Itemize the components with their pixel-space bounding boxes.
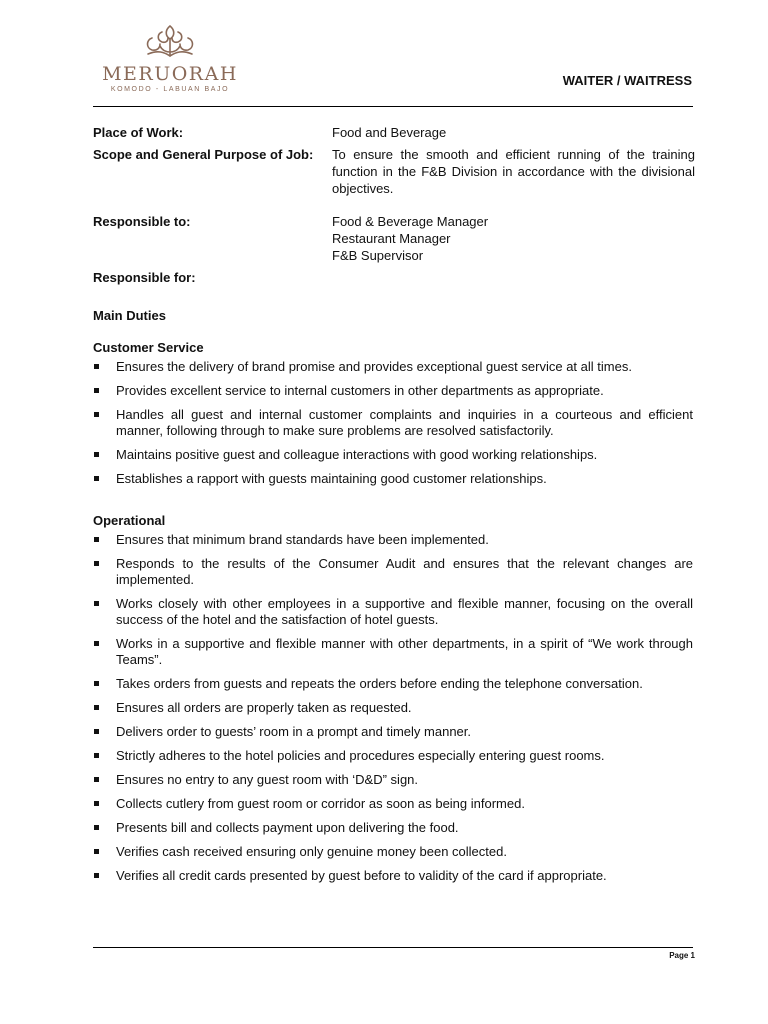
list-item: Ensures that minimum brand standards have been implemented. — [93, 532, 693, 548]
responsible-for-label: Responsible for: — [93, 270, 196, 285]
footer-divider — [93, 947, 693, 948]
responsible-to-item: F&B Supervisor — [332, 248, 424, 263]
logo-subtitle: KOMODO - LABUAN BAJO — [110, 86, 230, 93]
bullet-icon — [94, 364, 99, 369]
list-item: Takes orders from guests and repeats the orders before ending the telephone conversation. — [93, 676, 693, 692]
responsible-to-row — [93, 213, 695, 264]
list-item: Handles all guest and internal customer complaints and inquiries in a courteous and efficient manner, following through to make sure problems are resolved satisfactorily. — [93, 407, 693, 439]
place-of-work-label: Place of Work: — [93, 125, 184, 140]
bullet-icon — [94, 476, 99, 481]
scope-label: Scope and General Purpose of Job: — [93, 147, 314, 162]
main-duties-heading: Main Duties — [93, 308, 166, 323]
list-item: Verifies cash received ensuring only genuine money been collected. — [93, 844, 693, 860]
bullet-icon — [94, 452, 99, 457]
list-item: Works closely with other employees in a supportive and flexible manner, focusing on the overall success of the hotel and the satisfaction of hotel guests. — [93, 596, 693, 628]
ornament-icon — [138, 22, 202, 60]
list-item: Establishes a rapport with guests maintaining good customer relationships. — [93, 471, 693, 487]
header-divider — [93, 106, 693, 107]
bullet-icon — [94, 601, 99, 606]
bullet-icon — [94, 849, 99, 854]
bullet-icon — [94, 777, 99, 782]
list-item: Works in a supportive and flexible manner with other departments, in a spirit of “We work through Teams”. — [93, 636, 693, 668]
logo-name: MERUORAH — [102, 63, 238, 85]
place-of-work-row — [93, 124, 695, 141]
bullet-icon — [94, 873, 99, 878]
list-item: Presents bill and collects payment upon delivering the food. — [93, 820, 693, 836]
job-info — [93, 124, 695, 286]
list-item: Delivers order to guests’ room in a prompt and timely manner. — [93, 724, 693, 740]
responsible-to-list — [332, 213, 695, 264]
brand-logo — [95, 22, 245, 93]
responsible-for-row — [93, 269, 695, 286]
responsible-to-item: Food & Beverage Manager — [332, 214, 489, 229]
bullet-icon — [94, 729, 99, 734]
list-item: Ensures all orders are properly taken as requested. — [93, 700, 693, 716]
list-item: Ensures the delivery of brand promise and provides exceptional guest service at all times. — [93, 359, 693, 375]
list-item: Strictly adheres to the hotel policies and procedures especially entering guest rooms. — [93, 748, 693, 764]
responsible-to-item: Restaurant Manager — [332, 231, 451, 246]
place-of-work-value: Food and Beverage — [332, 125, 447, 140]
duties-content — [93, 307, 693, 892]
bullet-icon — [94, 825, 99, 830]
list-item: Verifies all credit cards presented by guest before to validity of the card if appropriate. — [93, 868, 693, 884]
bullet-icon — [94, 753, 99, 758]
bullet-icon — [94, 537, 99, 542]
customer-service-list — [93, 359, 693, 487]
list-item: Collects cutlery from guest room or corridor as soon as being informed. — [93, 796, 693, 812]
bullet-icon — [94, 561, 99, 566]
responsible-to-label: Responsible to: — [93, 214, 191, 229]
bullet-icon — [94, 705, 99, 710]
bullet-icon — [94, 641, 99, 646]
bullet-icon — [94, 681, 99, 686]
scope-row — [93, 146, 695, 197]
list-item: Responds to the results of the Consumer Audit and ensures that the relevant changes are implemented. — [93, 556, 693, 588]
bullet-icon — [94, 801, 99, 806]
page-number: Page 1 — [669, 951, 695, 960]
list-item: Maintains positive guest and colleague interactions with good working relationships. — [93, 447, 693, 463]
operational-heading: Operational — [93, 513, 166, 528]
list-item: Provides excellent service to internal customers in other departments as appropriate. — [93, 383, 693, 399]
list-item: Ensures no entry to any guest room with ‘D&D” sign. — [93, 772, 693, 788]
bullet-icon — [94, 388, 99, 393]
operational-list — [93, 532, 693, 884]
document-title: WAITER / WAITRESS — [562, 73, 692, 88]
customer-service-heading: Customer Service — [93, 340, 204, 355]
scope-value: To ensure the smooth and efficient running of the training function in the F&B Division in accordance with the divisional objectives. — [332, 147, 695, 196]
bullet-icon — [94, 412, 99, 417]
